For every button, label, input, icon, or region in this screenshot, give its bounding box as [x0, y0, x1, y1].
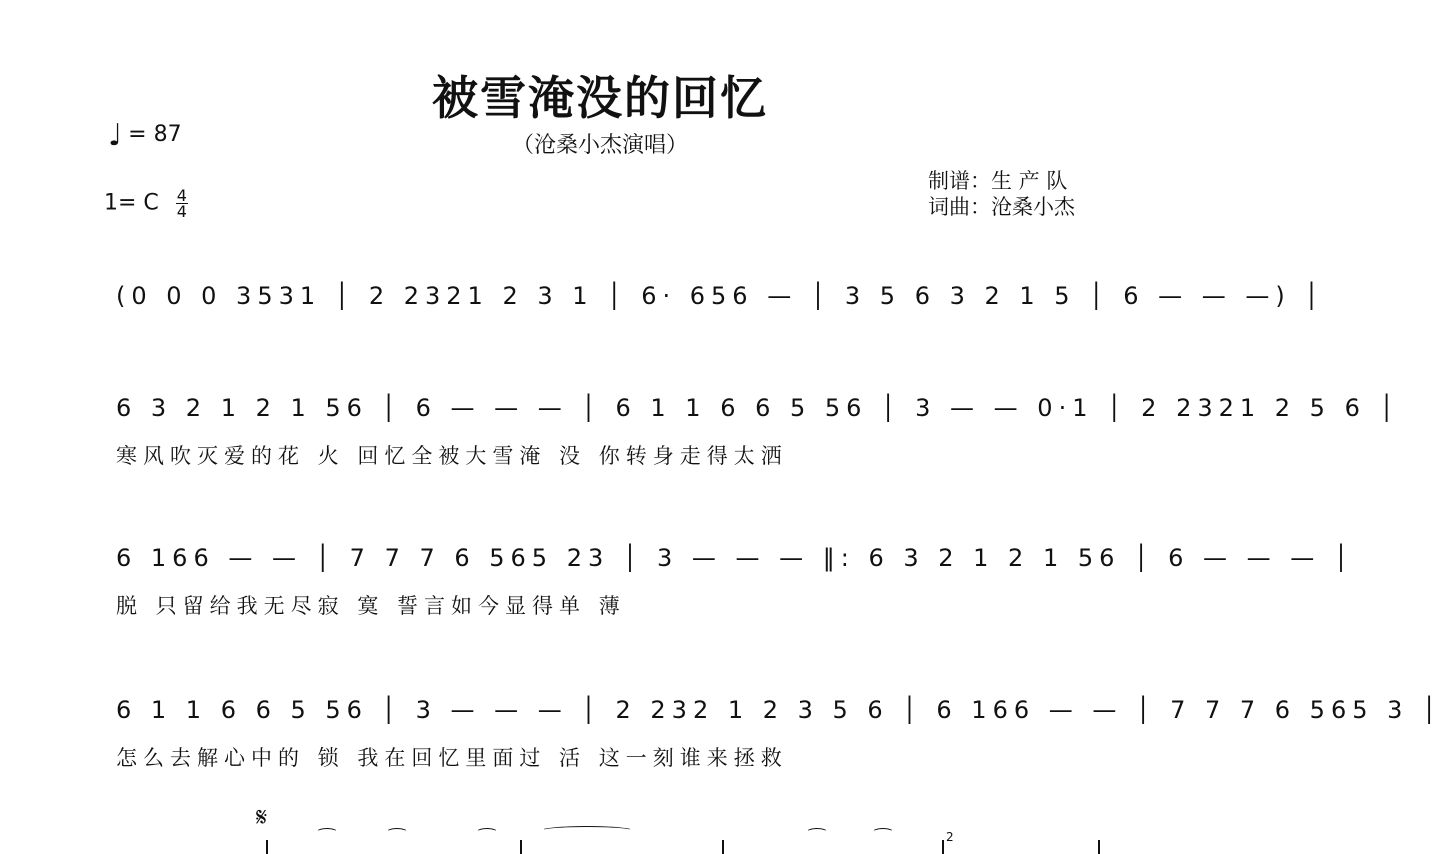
barline — [1098, 840, 1100, 854]
lyrics-line: 寒风吹灭爱的花 火 回忆全被大雪淹 没 你转身走得太洒 — [116, 444, 788, 468]
lyrics-line: 怎么去解心中的 锁 我在回忆里面过 活 这一刻谁来拯救 — [116, 746, 788, 770]
tie-mark — [872, 828, 894, 837]
song-subtitle: （沧桑小杰演唱） — [511, 133, 688, 158]
key-signature — [104, 188, 188, 219]
notation-line: 6 1 1 6 6 5 56 │ 3 — — — │ 2 232 1 2 3 5 6 │ 6 166 — — │ 7 7 7 6 565 3 │ — [116, 696, 1442, 724]
tie-mark — [386, 828, 408, 837]
score-row-3 — [116, 544, 1355, 618]
segno-icon: 𝄋 — [256, 803, 268, 833]
barline — [520, 840, 522, 854]
tie-mark — [476, 828, 498, 837]
barline — [722, 840, 724, 854]
tempo-marking — [108, 118, 182, 153]
score-row-5-partial — [116, 834, 1106, 854]
score-row-2 — [116, 394, 1400, 468]
tie-mark — [316, 828, 338, 837]
barline — [266, 840, 268, 854]
score-row-4 — [116, 696, 1442, 770]
barline — [942, 840, 944, 854]
composer-credit: 词曲：沧桑小杰 — [928, 195, 1075, 219]
tempo-value: = 87 — [128, 122, 182, 147]
notation-line: 6 3 2 1 2 1 56 │ 6 — — — │ 6 1 1 6 6 5 56 │ 3 — — 0·1 │ 2 2321 2 5 6 │ — [116, 394, 1400, 422]
song-title: 被雪淹没的回忆 — [432, 71, 768, 125]
key-label: 1= C — [104, 190, 159, 216]
volta-number: 2 — [946, 830, 954, 844]
notation-line: (0 0 0 3531 │ 2 2321 2 3 1 │ 6· 656 — │ 3 5 6 3 2 1 5 │ 6 — — —) │ — [116, 282, 1325, 310]
tie-mark — [806, 828, 828, 837]
time-signature-bottom: 4 — [176, 202, 187, 221]
quarter-note-icon: ♩ — [108, 118, 123, 153]
tie-mark — [541, 826, 633, 835]
credits — [928, 168, 1075, 220]
score-row-1 — [116, 282, 1325, 322]
arranger-credit: 制谱：生 产 队 — [928, 169, 1068, 193]
lyrics-line: 脱 只留给我无尽寂 寞 誓言如今显得单 薄 — [116, 594, 626, 618]
time-signature — [176, 188, 188, 219]
notation-line: 6 166 — — │ 7 7 7 6 565 23 │ 3 — — — ‖: 6 3 2 1 2 1 56 │ 6 — — — │ — [116, 544, 1355, 572]
time-signature-top: 4 — [176, 186, 187, 205]
